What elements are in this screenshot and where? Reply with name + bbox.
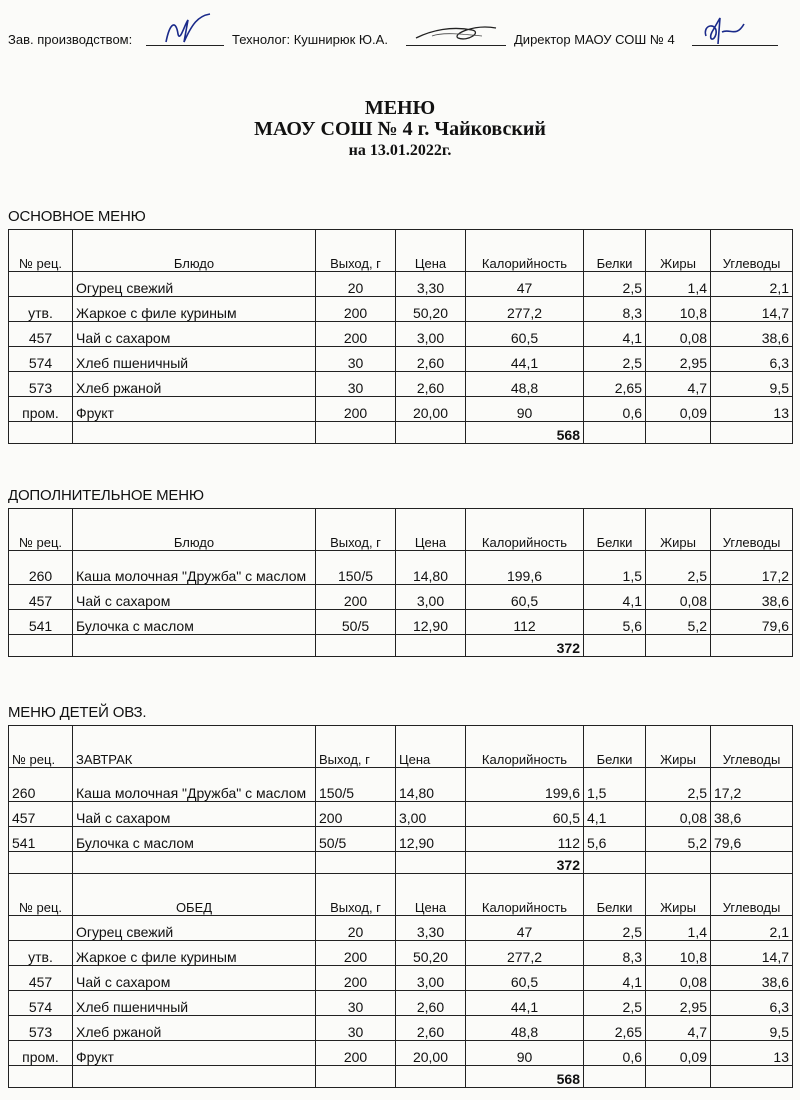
table-row — [9, 610, 793, 635]
output: 200 — [316, 585, 396, 610]
table-row — [9, 322, 793, 347]
carbs: 17,2 — [711, 768, 793, 802]
price: 2,60 — [396, 372, 466, 397]
col-prot: Белки — [584, 230, 646, 272]
output: 200 — [316, 802, 396, 827]
col-fat: Жиры — [646, 230, 711, 272]
fat: 2,5 — [646, 551, 711, 585]
col-cal: Калорийность — [466, 874, 584, 916]
table-header-row — [9, 230, 793, 272]
fat: 0,08 — [646, 966, 711, 991]
dish-name: Чай с сахаром — [73, 322, 316, 347]
table-row — [9, 827, 793, 852]
dish-name: Фрукт — [73, 397, 316, 422]
calories: 44,1 — [466, 991, 584, 1016]
carbs: 9,5 — [711, 372, 793, 397]
price: 3,00 — [396, 585, 466, 610]
fat: 2,95 — [646, 347, 711, 372]
recipe-num: 573 — [9, 372, 73, 397]
table-header-row — [9, 726, 793, 768]
fat: 10,8 — [646, 297, 711, 322]
dish-name: Чай с сахаром — [73, 585, 316, 610]
protein: 2,5 — [584, 916, 646, 941]
table-row — [9, 991, 793, 1016]
col-fat: Жиры — [646, 874, 711, 916]
output: 150/5 — [316, 551, 396, 585]
fat: 0,08 — [646, 585, 711, 610]
calories: 48,8 — [466, 372, 584, 397]
extra-menu-table — [8, 508, 793, 657]
col-num: № рец. — [9, 874, 73, 916]
output: 150/5 — [316, 768, 396, 802]
calories: 90 — [466, 397, 584, 422]
price: 50,20 — [396, 297, 466, 322]
table-row — [9, 585, 793, 610]
table-row — [9, 802, 793, 827]
table-header-row-lunch — [9, 874, 793, 916]
carbs: 6,3 — [711, 347, 793, 372]
dish-name: Каша молочная "Дружба" с маслом — [73, 551, 316, 585]
dish-name: Жаркое с филе куриным — [73, 297, 316, 322]
dir-signature — [700, 12, 770, 48]
total-cal: 568 — [466, 1066, 584, 1088]
recipe-num: пром. — [9, 1041, 73, 1066]
carbs: 17,2 — [711, 551, 793, 585]
zav-signature — [158, 12, 218, 48]
col-fat: Жиры — [646, 509, 711, 551]
extra-menu-label: ДОПОЛНИТЕЛЬНОЕ МЕНЮ — [8, 487, 204, 504]
table-row — [9, 1041, 793, 1066]
price: 3,00 — [396, 966, 466, 991]
output: 30 — [316, 991, 396, 1016]
protein: 4,1 — [584, 802, 646, 827]
fat: 0,08 — [646, 322, 711, 347]
zav-label: Зав. производством: — [8, 32, 133, 47]
title-line1: МЕНЮ — [364, 97, 436, 119]
output: 200 — [316, 1041, 396, 1066]
carbs: 79,6 — [711, 610, 793, 635]
col-carb: Углеводы — [711, 874, 793, 916]
dish-name: Огурец свежий — [73, 272, 316, 297]
carbs: 79,6 — [711, 827, 793, 852]
fat: 2,95 — [646, 991, 711, 1016]
col-price: Цена — [396, 230, 466, 272]
col-num: № рец. — [9, 726, 73, 768]
output: 200 — [316, 397, 396, 422]
recipe-num: 574 — [9, 991, 73, 1016]
fat: 2,5 — [646, 768, 711, 802]
col-price: Цена — [396, 509, 466, 551]
calories: 112 — [466, 827, 584, 852]
calories: 199,6 — [466, 551, 584, 585]
price: 2,60 — [396, 1016, 466, 1041]
table-row — [9, 297, 793, 322]
price: 12,90 — [396, 610, 466, 635]
calories: 90 — [466, 1041, 584, 1066]
col-output: Выход, г — [316, 874, 396, 916]
price: 3,30 — [396, 916, 466, 941]
dish-name: Огурец свежий — [73, 916, 316, 941]
protein: 2,65 — [584, 1016, 646, 1041]
table-row — [9, 372, 793, 397]
price: 50,20 — [396, 941, 466, 966]
col-dish: Блюдо — [73, 230, 316, 272]
recipe-num: 260 — [9, 551, 73, 585]
fat: 1,4 — [646, 272, 711, 297]
recipe-num: 574 — [9, 347, 73, 372]
dish-name: Хлеб пшеничный — [73, 347, 316, 372]
calories: 60,5 — [466, 585, 584, 610]
dish-name: Фрукт — [73, 1041, 316, 1066]
carbs: 14,7 — [711, 297, 793, 322]
calories: 60,5 — [466, 802, 584, 827]
output: 50/5 — [316, 827, 396, 852]
carbs: 38,6 — [711, 322, 793, 347]
carbs: 38,6 — [711, 802, 793, 827]
output: 200 — [316, 941, 396, 966]
calories: 44,1 — [466, 347, 584, 372]
total-cal: 568 — [466, 422, 584, 444]
ovz-menu-table — [8, 725, 793, 1088]
recipe-num: 457 — [9, 322, 73, 347]
price: 2,60 — [396, 991, 466, 1016]
fat: 4,7 — [646, 372, 711, 397]
total-row — [9, 422, 793, 444]
price: 20,00 — [396, 1041, 466, 1066]
col-prot: Белки — [584, 874, 646, 916]
total-row — [9, 852, 793, 874]
fat: 5,2 — [646, 610, 711, 635]
col-price: Цена — [396, 726, 466, 768]
col-num: № рец. — [9, 230, 73, 272]
protein: 5,6 — [584, 827, 646, 852]
col-num: № рец. — [9, 509, 73, 551]
dish-name: Хлеб пшеничный — [73, 991, 316, 1016]
protein: 4,1 — [584, 585, 646, 610]
fat: 0,09 — [646, 1041, 711, 1066]
table-header-row — [9, 509, 793, 551]
recipe-num: 541 — [9, 827, 73, 852]
output: 200 — [316, 322, 396, 347]
protein: 1,5 — [584, 551, 646, 585]
title-date: на 13.01.2022г. — [348, 142, 452, 159]
dish-name: Жаркое с филе куриным — [73, 941, 316, 966]
output: 200 — [316, 966, 396, 991]
carbs: 38,6 — [711, 966, 793, 991]
table-row — [9, 397, 793, 422]
output: 20 — [316, 272, 396, 297]
carbs: 2,1 — [711, 916, 793, 941]
calories: 47 — [466, 916, 584, 941]
protein: 5,6 — [584, 610, 646, 635]
dish-name: Чай с сахаром — [73, 802, 316, 827]
price: 12,90 — [396, 827, 466, 852]
dir-label: Директор МАОУ СОШ № 4 — [514, 32, 675, 47]
recipe-num: утв. — [9, 297, 73, 322]
col-lunch: ОБЕД — [73, 874, 316, 916]
calories: 112 — [466, 610, 584, 635]
calories: 277,2 — [466, 941, 584, 966]
total-row — [9, 1066, 793, 1088]
col-fat: Жиры — [646, 726, 711, 768]
output: 30 — [316, 1016, 396, 1041]
fat: 0,08 — [646, 802, 711, 827]
protein: 4,1 — [584, 966, 646, 991]
output: 200 — [316, 297, 396, 322]
protein: 8,3 — [584, 297, 646, 322]
protein: 2,5 — [584, 272, 646, 297]
recipe-num: 457 — [9, 585, 73, 610]
price: 3,00 — [396, 802, 466, 827]
carbs: 2,1 — [711, 272, 793, 297]
dish-name: Булочка с маслом — [73, 610, 316, 635]
output: 30 — [316, 372, 396, 397]
signature-line — [8, 28, 792, 52]
title-line2: МАОУ СОШ № 4 г. Чайковский — [254, 118, 546, 140]
calories: 47 — [466, 272, 584, 297]
col-cal: Калорийность — [466, 726, 584, 768]
fat: 0,09 — [646, 397, 711, 422]
carbs: 38,6 — [711, 585, 793, 610]
calories: 60,5 — [466, 322, 584, 347]
price: 14,80 — [396, 768, 466, 802]
protein: 2,5 — [584, 991, 646, 1016]
dish-name: Хлеб ржаной — [73, 1016, 316, 1041]
protein: 0,6 — [584, 397, 646, 422]
recipe-num — [9, 272, 73, 297]
col-cal: Калорийность — [466, 509, 584, 551]
fat: 10,8 — [646, 941, 711, 966]
fat: 1,4 — [646, 916, 711, 941]
col-output: Выход, г — [316, 726, 396, 768]
col-output: Выход, г — [316, 509, 396, 551]
recipe-num: 541 — [9, 610, 73, 635]
table-row — [9, 1016, 793, 1041]
fat: 5,2 — [646, 827, 711, 852]
price: 14,80 — [396, 551, 466, 585]
carbs: 9,5 — [711, 1016, 793, 1041]
protein: 8,3 — [584, 941, 646, 966]
carbs: 14,7 — [711, 941, 793, 966]
recipe-num: 573 — [9, 1016, 73, 1041]
table-row — [9, 551, 793, 585]
total-cal: 372 — [466, 852, 584, 874]
price: 20,00 — [396, 397, 466, 422]
col-carb: Углеводы — [711, 509, 793, 551]
price: 3,30 — [396, 272, 466, 297]
dish-name: Каша молочная "Дружба" с маслом — [73, 768, 316, 802]
protein: 2,5 — [584, 347, 646, 372]
table-row — [9, 272, 793, 297]
ovz-menu-label: МЕНЮ ДЕТЕЙ ОВЗ. — [8, 704, 147, 721]
table-row — [9, 941, 793, 966]
calories: 199,6 — [466, 768, 584, 802]
dish-name: Хлеб ржаной — [73, 372, 316, 397]
carbs: 13 — [711, 1041, 793, 1066]
recipe-num: 457 — [9, 802, 73, 827]
col-breakfast: ЗАВТРАК — [73, 726, 316, 768]
price: 2,60 — [396, 347, 466, 372]
protein: 1,5 — [584, 768, 646, 802]
price: 3,00 — [396, 322, 466, 347]
recipe-num: 260 — [9, 768, 73, 802]
col-prot: Белки — [584, 509, 646, 551]
total-cal: 372 — [466, 635, 584, 657]
col-carb: Углеводы — [711, 230, 793, 272]
col-prot: Белки — [584, 726, 646, 768]
calories: 48,8 — [466, 1016, 584, 1041]
col-cal: Калорийность — [466, 230, 584, 272]
tech-label: Технолог: Кушнирюк Ю.А. — [232, 32, 388, 47]
carbs: 6,3 — [711, 991, 793, 1016]
protein: 4,1 — [584, 322, 646, 347]
output: 30 — [316, 347, 396, 372]
recipe-num — [9, 916, 73, 941]
col-output: Выход, г — [316, 230, 396, 272]
calories: 277,2 — [466, 297, 584, 322]
table-row — [9, 347, 793, 372]
recipe-num: утв. — [9, 941, 73, 966]
main-menu-label: ОСНОВНОЕ МЕНЮ — [8, 208, 146, 225]
fat: 4,7 — [646, 1016, 711, 1041]
recipe-num: 457 — [9, 966, 73, 991]
carbs: 13 — [711, 397, 793, 422]
dish-name: Чай с сахаром — [73, 966, 316, 991]
output: 20 — [316, 916, 396, 941]
protein: 2,65 — [584, 372, 646, 397]
tech-signature — [412, 12, 502, 48]
col-dish: Блюдо — [73, 509, 316, 551]
dish-name: Булочка с маслом — [73, 827, 316, 852]
recipe-num: пром. — [9, 397, 73, 422]
total-row — [9, 635, 793, 657]
col-price: Цена — [396, 874, 466, 916]
output: 50/5 — [316, 610, 396, 635]
table-row — [9, 966, 793, 991]
table-row — [9, 916, 793, 941]
col-carb: Углеводы — [711, 726, 793, 768]
protein: 0,6 — [584, 1041, 646, 1066]
main-menu-table — [8, 229, 793, 444]
document-title — [0, 98, 800, 161]
table-row — [9, 768, 793, 802]
calories: 60,5 — [466, 966, 584, 991]
